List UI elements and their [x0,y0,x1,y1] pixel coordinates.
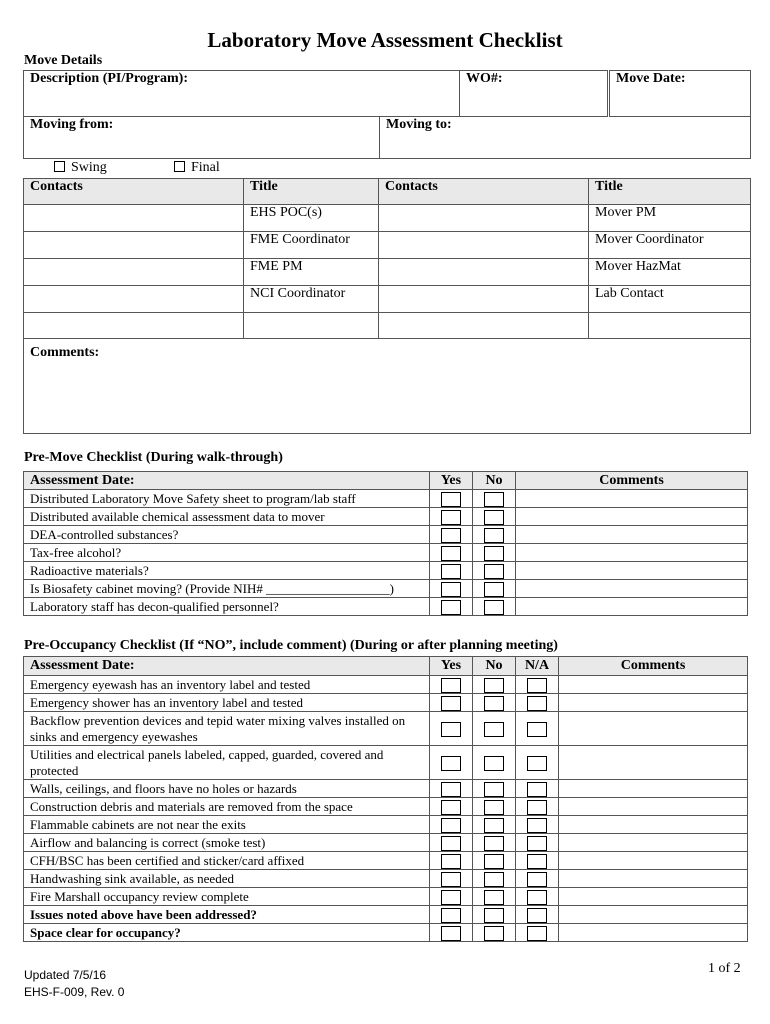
checkbox-cell [516,906,559,924]
pre-occ-yes-header: Yes [430,657,473,676]
checklist-item-label: Utilities and electrical panels labeled, capped, guarded, covered and protected [24,746,430,780]
checkbox[interactable] [484,528,504,543]
pre-occ-assessment-date: Assessment Date: [24,657,430,676]
pre-move-table [23,471,748,616]
checkbox[interactable] [441,836,461,851]
checkbox[interactable] [527,872,547,887]
checklist-item-label: Tax-free alcohol? [24,544,430,562]
checklist-row [24,924,748,942]
checklist-row [24,562,748,580]
checkbox[interactable] [484,818,504,833]
checkbox-cell [473,562,516,580]
checkbox[interactable] [441,908,461,923]
contacts-header-2: Contacts [379,179,589,205]
checkbox-cell [473,676,516,694]
contact-title: Mover Coordinator [589,232,751,259]
checkbox[interactable] [484,722,504,737]
checkbox[interactable] [484,782,504,797]
checkbox-cell [473,780,516,798]
checkbox-cell [516,798,559,816]
move-details-table [23,70,751,159]
contact-input[interactable] [24,232,244,259]
checklist-row [24,676,748,694]
contact-input[interactable] [379,232,589,259]
checkbox-cell [430,906,473,924]
checkbox-cell [516,712,559,746]
pre-occ-na-header: N/A [516,657,559,676]
checklist-row [24,834,748,852]
checklist-item-label: Airflow and balancing is correct (smoke test) [24,834,430,852]
contact-input[interactable] [379,286,589,313]
checklist-item-label: Fire Marshall occupancy review complete [24,888,430,906]
contact-input[interactable] [24,259,244,286]
comment-input[interactable] [559,798,748,816]
checkbox[interactable] [527,818,547,833]
checkbox-cell [430,746,473,780]
checkbox-cell [430,544,473,562]
checkbox-cell [430,780,473,798]
checklist-row [24,508,748,526]
checklist-row [24,816,748,834]
checkbox[interactable] [441,890,461,905]
checkbox-cell [430,676,473,694]
checklist-row [24,798,748,816]
comment-input[interactable] [559,870,748,888]
checkbox-cell [473,834,516,852]
checklist-row [24,580,748,598]
checkbox-cell [516,816,559,834]
pre-move-section-label: Pre-Move Checklist (During walk-through) [24,450,283,465]
comment-input[interactable] [559,694,748,712]
contact-input[interactable] [24,286,244,313]
checkbox[interactable] [527,800,547,815]
comment-input[interactable] [559,712,748,746]
checkbox[interactable] [441,492,461,507]
comment-input[interactable] [516,508,748,526]
moving-from-field[interactable] [24,117,380,159]
checkbox[interactable] [484,678,504,693]
checkbox-cell [516,694,559,712]
checklist-item-label: Distributed Laboratory Move Safety sheet to program/lab staff [24,490,430,508]
checkbox-cell [473,694,516,712]
checkbox[interactable] [441,696,461,711]
contact-title: Lab Contact [589,286,751,313]
checklist-row [24,780,748,798]
comment-input[interactable] [516,598,748,616]
comment-input[interactable] [559,906,748,924]
comment-input[interactable] [559,746,748,780]
checkbox[interactable] [441,756,461,771]
checklist-item-label: Is Biosafety cabinet moving? (Provide NIH# ___________________) [24,580,430,598]
pre-move-yes-header: Yes [430,472,473,490]
moving-to-label: Moving to: [386,117,452,132]
move-date-label: Move Date: [616,71,686,86]
updated-date: Updated 7/5/16 [24,968,107,982]
comments-label: Comments: [30,345,100,360]
checklist-item-label: Radioactive materials? [24,562,430,580]
checkbox-cell [473,746,516,780]
comment-input[interactable] [516,562,748,580]
contact-input[interactable] [379,259,589,286]
checkbox-cell [516,676,559,694]
pre-move-assessment-date: Assessment Date: [24,472,430,490]
checkbox-cell [473,598,516,616]
checkbox-cell [473,490,516,508]
checklist-item-label: CFH/BSC has been certified and sticker/card affixed [24,852,430,870]
contact-title: NCI Coordinator [244,286,379,313]
checkbox[interactable] [527,678,547,693]
checklist-item-label: Handwashing sink available, as needed [24,870,430,888]
checkbox-cell [473,580,516,598]
checklist-row [24,852,748,870]
checkbox[interactable] [527,926,547,941]
description-label: Description (PI/Program): [30,71,188,86]
checkbox-cell [473,888,516,906]
final-option[interactable] [174,160,220,176]
checkbox[interactable] [527,722,547,737]
contact-input[interactable] [24,313,244,339]
checklist-row [24,490,748,508]
checkbox-cell [430,888,473,906]
comment-input[interactable] [516,544,748,562]
swing-label: Swing [71,160,107,175]
checkbox[interactable] [441,528,461,543]
pre-occ-no-header: No [473,657,516,676]
checkbox-cell [516,852,559,870]
checkbox[interactable] [441,800,461,815]
checkbox[interactable] [441,782,461,797]
checkbox-cell [430,798,473,816]
checkbox[interactable] [527,756,547,771]
checkbox[interactable] [441,854,461,869]
checkbox-cell [473,816,516,834]
checkbox-cell [473,508,516,526]
checkbox-cell [473,798,516,816]
checklist-item-label: Backflow prevention devices and tepid water mixing valves installed on sinks and emergency eyewashes [24,712,430,746]
checklist-row [24,888,748,906]
checkbox[interactable] [484,756,504,771]
comment-input[interactable] [559,780,748,798]
checkbox-cell [516,834,559,852]
wo-label: WO#: [466,71,503,86]
contacts-table [23,178,751,434]
checklist-item-label: Walls, ceilings, and floors have no holes or hazards [24,780,430,798]
checklist-item-label: Emergency eyewash has an inventory label and tested [24,676,430,694]
checkbox[interactable] [441,510,461,525]
checkbox[interactable] [484,696,504,711]
checkbox-cell [430,508,473,526]
move-details-label: Move Details [24,53,103,68]
comment-input[interactable] [559,834,748,852]
checklist-row [24,544,748,562]
checkbox-cell [430,598,473,616]
comment-input[interactable] [516,490,748,508]
comments-field[interactable] [24,339,751,434]
contact-title: Mover HazMat [589,259,751,286]
pre-move-no-header: No [473,472,516,490]
pre-occupancy-section-label: Pre-Occupancy Checklist (If “NO”, include comment) (During or after planning meeting) [24,638,558,653]
checkbox-cell [430,490,473,508]
contact-title: EHS POC(s) [244,205,379,232]
page-number: 1 of 2 [708,961,741,976]
checklist-row [24,870,748,888]
checklist-item-label: Construction debris and materials are removed from the space [24,798,430,816]
checklist-row [24,906,748,924]
checkbox[interactable] [484,582,504,597]
checkbox-cell [430,852,473,870]
checkbox-cell [430,526,473,544]
checklist-item-label: Issues noted above have been addressed? [24,906,430,924]
document-title: Laboratory Move Assessment Checklist [207,28,563,52]
contacts-header: Contacts [24,179,244,205]
checkbox[interactable] [484,926,504,941]
checklist-item-label: Laboratory staff has decon-qualified personnel? [24,598,430,616]
checklist-row [24,598,748,616]
checkbox[interactable] [441,722,461,737]
contact-input[interactable] [24,205,244,232]
checklist-item-label: Space clear for occupancy? [24,924,430,942]
checkbox[interactable] [441,818,461,833]
wo-field[interactable] [460,71,609,117]
checklist-item-label: DEA-controlled substances? [24,526,430,544]
checkbox-cell [430,816,473,834]
checkbox-cell [430,712,473,746]
checkbox-cell [430,562,473,580]
checkbox[interactable] [441,926,461,941]
checkbox-cell [516,780,559,798]
pre-move-comments-header: Comments [516,472,748,490]
checkbox[interactable] [441,546,461,561]
checkbox[interactable] [527,782,547,797]
checklist-row [24,526,748,544]
title-header-2: Title [589,179,751,205]
checkbox-cell [516,888,559,906]
form-id: EHS-F-009, Rev. 0 [24,985,125,999]
checklist-row [24,712,748,746]
checklist-item-label: Distributed available chemical assessment data to mover [24,508,430,526]
comment-input[interactable] [559,816,748,834]
moving-to-field[interactable] [380,117,751,159]
checkbox[interactable] [441,564,461,579]
checkbox-cell [473,852,516,870]
checkbox-cell [473,526,516,544]
checklist-row [24,694,748,712]
comment-input[interactable] [559,676,748,694]
checklist-row [24,746,748,780]
move-date-field[interactable] [609,71,751,117]
checkbox[interactable] [484,492,504,507]
checkbox-cell [473,544,516,562]
title-header: Title [244,179,379,205]
comment-input[interactable] [516,526,748,544]
swing-checkbox[interactable] [54,161,65,172]
comment-input[interactable] [559,888,748,906]
final-checkbox[interactable] [174,161,185,172]
checkbox[interactable] [484,908,504,923]
checkbox-cell [473,924,516,942]
checkbox[interactable] [484,564,504,579]
checkbox-cell [473,870,516,888]
checkbox[interactable] [527,836,547,851]
checkbox[interactable] [441,582,461,597]
checkbox-cell [473,906,516,924]
comment-input[interactable] [516,580,748,598]
contact-input[interactable] [379,205,589,232]
checkbox-cell [516,870,559,888]
contact-title [244,313,379,339]
checkbox[interactable] [441,872,461,887]
checkbox-cell [430,694,473,712]
checklist-item-label: Emergency shower has an inventory label and tested [24,694,430,712]
checkbox-cell [430,580,473,598]
final-label: Final [191,160,220,175]
comment-input[interactable] [559,924,748,942]
checkbox-cell [430,834,473,852]
checklist-item-label: Flammable cabinets are not near the exits [24,816,430,834]
moving-from-label: Moving from: [30,117,114,132]
checkbox[interactable] [484,872,504,887]
pre-occ-comments-header: Comments [559,657,748,676]
checkbox[interactable] [441,678,461,693]
checkbox[interactable] [484,854,504,869]
checkbox[interactable] [484,546,504,561]
checkbox-cell [516,924,559,942]
checkbox[interactable] [527,696,547,711]
description-field[interactable] [24,71,460,117]
checkbox[interactable] [484,600,504,615]
pre-occupancy-table [23,656,748,942]
checkbox[interactable] [527,890,547,905]
checkbox[interactable] [527,908,547,923]
checkbox[interactable] [484,510,504,525]
checkbox-cell [430,870,473,888]
checkbox[interactable] [484,800,504,815]
contact-title: FME Coordinator [244,232,379,259]
contact-input[interactable] [379,313,589,339]
checkbox-cell [516,746,559,780]
checkbox-cell [430,924,473,942]
checkbox[interactable] [484,836,504,851]
comment-input[interactable] [559,852,748,870]
checkbox[interactable] [441,600,461,615]
checkbox-cell [473,712,516,746]
checkbox[interactable] [484,890,504,905]
contact-title: FME PM [244,259,379,286]
contact-title [589,313,751,339]
contact-title: Mover PM [589,205,751,232]
swing-option[interactable] [54,160,107,176]
checkbox[interactable] [527,854,547,869]
